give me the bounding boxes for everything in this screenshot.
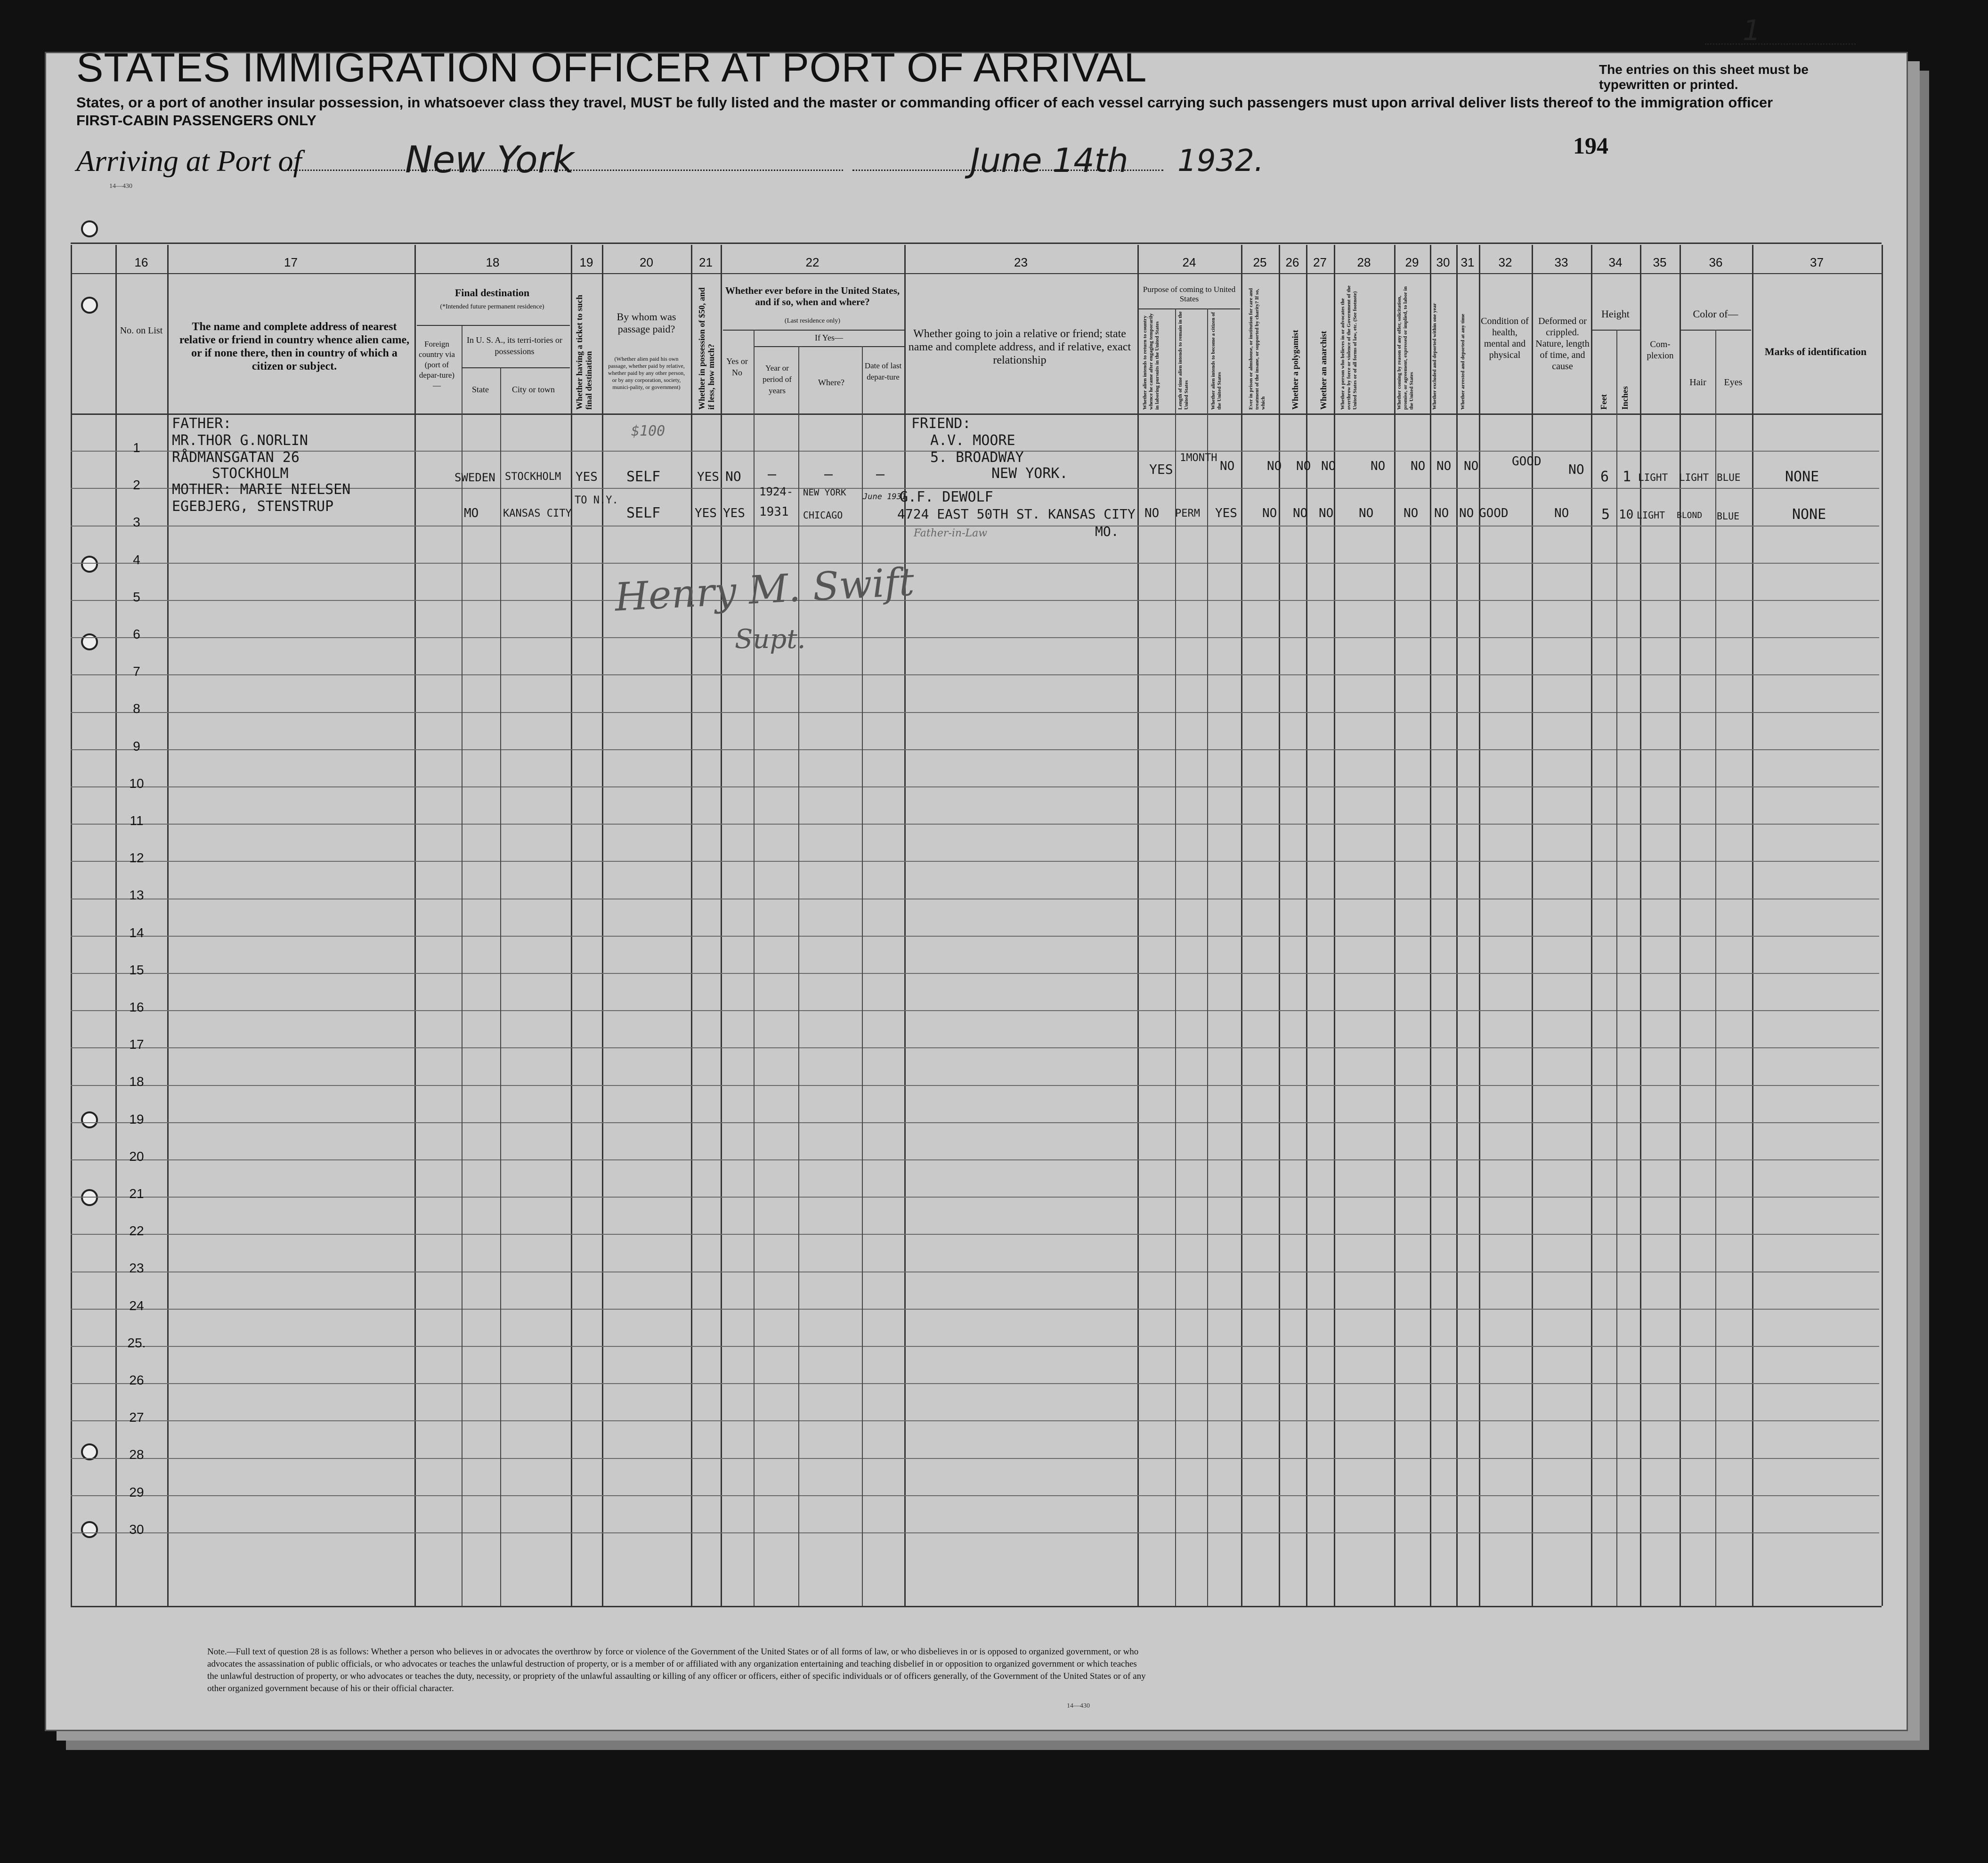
row-number: 21 — [129, 1186, 144, 1201]
header-where: Where? — [818, 378, 844, 387]
header-hair: Hair — [1689, 377, 1706, 388]
header-passage-paid-sub: (Whether alien paid his own passage, whether paid by relative, whether paid by any other person, or by any corporation, society, munici-pality, or government) — [608, 356, 685, 390]
column-number: 22 — [805, 255, 820, 269]
row-number: 27 — [129, 1410, 144, 1425]
punch-hole — [81, 1521, 98, 1538]
row-number: 23 — [129, 1261, 144, 1276]
row1-before: NO — [725, 469, 741, 484]
column-number: 30 — [1436, 255, 1450, 269]
row2-money: YES — [695, 506, 717, 520]
row-number: 13 — [129, 888, 144, 903]
row-number: 18 — [129, 1074, 144, 1089]
punch-hole — [81, 556, 98, 573]
row1-q29: NO — [1411, 459, 1426, 473]
column-number: 35 — [1653, 255, 1667, 269]
row2-purpose: NO — [1144, 506, 1160, 520]
header-before-in-us: Whether ever before in the United States, and if so, when and where? — [725, 285, 900, 308]
row-number: 6 — [133, 627, 140, 641]
row-number: 9 — [133, 738, 140, 753]
row2-year-1: 1924- — [759, 485, 794, 498]
row2-q27: NO — [1319, 506, 1334, 520]
column-number: 32 — [1498, 255, 1512, 269]
row2-join-line3: MO. — [1095, 524, 1119, 539]
row2-state: MO — [464, 506, 479, 520]
punch-hole — [81, 1111, 98, 1128]
row-line — [71, 1383, 1879, 1384]
row1-join-line2: A.V. MOORE — [930, 432, 1015, 449]
table-top-border — [71, 243, 1882, 244]
header-final-destination: Final destination — [454, 287, 530, 299]
row1-money: YES — [697, 470, 719, 484]
column-line — [1430, 245, 1431, 1606]
row1-deformed: NO — [1568, 462, 1584, 477]
row-number: 1 — [133, 440, 140, 455]
header-relative: The name and complete address of nearest relative or friend in country whence alien came, or if none there, then in country of which a citizen or subject. — [179, 321, 410, 373]
header-health: Condition of health, mental and physical — [1481, 316, 1529, 360]
column-line — [1279, 245, 1280, 1606]
row1-length: 1MONTH — [1180, 452, 1217, 464]
row1-join-line4: NEW YORK. — [991, 465, 1068, 482]
row1-city: STOCKHOLM — [505, 471, 561, 483]
row2-deformed: NO — [1554, 506, 1569, 520]
header-purpose: Purpose of coming to United States — [1143, 285, 1236, 303]
row-number: 24 — [129, 1298, 144, 1313]
column-number: 21 — [699, 255, 713, 269]
subcol-line — [500, 367, 501, 414]
row2-health: GOOD — [1479, 506, 1509, 520]
row-line — [71, 1159, 1879, 1160]
row-line — [71, 936, 1879, 937]
row1-eyes: BLUE — [1717, 472, 1741, 483]
row1-q31: NO — [1464, 459, 1479, 473]
header-complexion: Com-plexion — [1647, 340, 1674, 361]
punch-hole — [81, 220, 98, 237]
table-bottom-border — [71, 1606, 1882, 1607]
column-line — [691, 245, 692, 1606]
header-polygamist: Whether a polygamist — [1290, 330, 1300, 410]
date-handwritten: June 14th — [970, 141, 1128, 180]
header-q28: Whether a person who believes in or advocates the overthrow by force or violence of the Government of the United States or of all forms of law, etc. (See footnote) — [1340, 285, 1358, 410]
header-height: Height — [1601, 308, 1630, 320]
row-line — [71, 1346, 1879, 1347]
row1-purpose: YES — [1149, 462, 1173, 477]
header-q29: Whether coming by reason of any offer, solicitation, promise, or agreement, expressed or implied, to labor in the United States — [1396, 286, 1414, 410]
punch-hole — [81, 297, 98, 314]
header-deformed: Deformed or crippled. Nature, length of time, and cause — [1535, 316, 1590, 372]
row1-year: — — [768, 466, 777, 483]
row-line — [71, 637, 1879, 638]
header-marks: Marks of identification — [1764, 346, 1867, 357]
row-line — [71, 861, 1879, 862]
header-city: City or town — [511, 385, 555, 394]
row-line — [71, 712, 1879, 713]
header-before-sub: (Last residence only) — [784, 317, 841, 324]
column-number: 31 — [1461, 255, 1475, 269]
row1-q26: NO — [1296, 459, 1311, 473]
row1-money-note: $100 — [631, 423, 665, 439]
row-line — [71, 1085, 1879, 1086]
header-passage-paid: By whom was passage paid? — [617, 311, 676, 335]
body-subcol-line — [1616, 413, 1617, 1606]
punch-hole — [81, 633, 98, 650]
row2-inches: 10 — [1619, 508, 1634, 522]
row2-where-2: CHICAGO — [803, 510, 843, 521]
subcol-line — [1175, 308, 1176, 414]
row2-citizen: YES — [1215, 506, 1237, 520]
row-number: 22 — [129, 1223, 144, 1239]
row-number: 15 — [129, 962, 144, 977]
column-line — [1882, 245, 1883, 1606]
row-number: 30 — [129, 1522, 144, 1537]
row-line — [71, 749, 1879, 750]
row-number: 14 — [129, 925, 144, 940]
column-number: 26 — [1285, 255, 1299, 269]
header-ticket: Whether having a ticket to such final destination — [575, 294, 593, 410]
list-underline — [1705, 43, 1856, 45]
header-eyes: Eyes — [1724, 377, 1743, 388]
row-line — [71, 1495, 1879, 1496]
officer-title: Supt. — [735, 624, 806, 655]
subcol-line — [1207, 308, 1208, 414]
row2-relative-line1: MOTHER: MARIE NIELSEN — [172, 481, 351, 498]
header-join-relative: Whether going to join a relative or friend; state name and complete address, and if relative, exact relationship — [908, 328, 1131, 366]
colnum-border — [71, 273, 1882, 274]
header-no-on-list: No. on List — [120, 325, 163, 336]
row2-length: PERM — [1175, 508, 1200, 519]
row2-before: YES — [723, 506, 745, 520]
column-line — [721, 245, 722, 1606]
header-state: State — [472, 385, 489, 394]
row-line — [71, 1234, 1879, 1235]
row1-ticket: YES — [576, 470, 598, 484]
header-purpose-length: Length of time alien intends to remain in the United States — [1177, 311, 1189, 410]
port-handwritten: New York — [405, 139, 574, 181]
row1-join-line3: 5. BROADWAY — [930, 449, 1024, 466]
column-line — [1479, 245, 1480, 1606]
row-line — [71, 1122, 1879, 1123]
header-foreign-country: Foreign country via (port of depar-ture)— — [419, 340, 455, 390]
footnote-form-number: 14—430 — [1067, 1702, 1090, 1709]
row1-citizen: NO — [1220, 459, 1235, 473]
column-number: 29 — [1405, 255, 1419, 269]
row1-paid: SELF — [626, 469, 661, 485]
subcol-line — [754, 330, 755, 414]
header-inches: Inches — [1620, 386, 1630, 410]
header-yes-no: Yes or No — [726, 356, 748, 377]
column-line — [1241, 245, 1242, 1606]
row2-q28: NO — [1359, 506, 1374, 520]
list-label: List — [1648, 24, 1684, 50]
row2-complexion: LIGHT — [1637, 510, 1665, 521]
row-line — [71, 1010, 1879, 1011]
subcol-line — [1616, 330, 1617, 414]
row-number: 20 — [129, 1149, 144, 1164]
row1-where: — — [824, 466, 833, 483]
column-number: 37 — [1810, 255, 1824, 269]
row1-state: SWEDEN — [454, 471, 495, 484]
column-line — [1306, 245, 1307, 1606]
subcol-line — [862, 346, 863, 414]
row1-relative-line4: STOCKHOLM — [212, 465, 289, 482]
column-line — [414, 245, 416, 1606]
row2-relative-line2: EGEBJERG, STENSTRUP — [172, 498, 334, 515]
row1-q28: NO — [1371, 459, 1386, 473]
column-number: 16 — [134, 255, 148, 269]
row1-relative-line2: MR.THOR G.NORLIN — [172, 432, 308, 449]
row1-q27: NO — [1321, 459, 1336, 473]
row1-date: — — [876, 466, 885, 483]
row1-feet: 6 — [1600, 469, 1609, 485]
column-line — [1456, 245, 1458, 1606]
header-color-of: Color of— — [1693, 308, 1738, 320]
row-line — [71, 1309, 1879, 1310]
column-number: 17 — [284, 255, 298, 269]
body-subcol-line — [1175, 413, 1176, 1606]
header-q31: Whether arrested and deported at any time — [1460, 314, 1466, 410]
column-number: 24 — [1182, 255, 1196, 269]
column-number: 20 — [640, 255, 653, 269]
header-q30: Whether excluded and deported within one year — [1432, 303, 1437, 410]
row-number: 3 — [133, 515, 140, 530]
subheader-line — [1139, 308, 1240, 309]
row2-q29: NO — [1404, 506, 1419, 520]
row-line — [71, 1420, 1879, 1421]
list-number: 1 — [1743, 14, 1761, 47]
column-number: 23 — [1014, 255, 1028, 269]
row1-health: GOOD — [1512, 454, 1542, 469]
row-number: 8 — [133, 701, 140, 716]
row1-complexion: LIGHT — [1638, 472, 1668, 483]
row-line — [71, 824, 1879, 825]
column-line — [1680, 245, 1681, 1606]
officer-signature: Henry M. Swift — [613, 559, 916, 620]
column-line — [1640, 245, 1641, 1606]
row-number: 4 — [133, 552, 140, 567]
header-year-period: Year or period of years — [763, 364, 792, 395]
row2-join-line2: 4724 EAST 50TH ST. KANSAS CITY — [897, 506, 1136, 522]
header-in-usa: In U. S. A., its terri-tories or possessions — [467, 335, 562, 356]
subheader-line — [723, 330, 904, 331]
sheet-number: 194 — [1573, 132, 1608, 159]
header-anarchist: Whether an anarchist — [1319, 331, 1328, 410]
subheader-line — [417, 325, 570, 326]
column-number: 25 — [1253, 255, 1267, 269]
header-final-destination-sub: (*Intended future permanent residence) — [440, 303, 544, 310]
year-handwritten: 1932. — [1177, 144, 1264, 178]
row1-hair: LIGHT — [1679, 472, 1709, 483]
row-line — [71, 1047, 1879, 1048]
row-number: 25. — [127, 1335, 146, 1350]
subheader-line — [462, 367, 570, 368]
row2-hair: BLOND — [1677, 510, 1703, 520]
row-number: 17 — [129, 1037, 144, 1052]
column-line — [71, 245, 72, 1606]
header-if-yes: If Yes— — [814, 333, 843, 342]
row2-q26: NO — [1293, 506, 1308, 520]
cabin-class: FIRST-CABIN PASSENGERS ONLY — [76, 112, 316, 129]
row2-q30: NO — [1434, 506, 1449, 520]
row-line — [71, 600, 1879, 601]
row-number: 5 — [133, 589, 140, 604]
row-number: 2 — [133, 478, 140, 493]
row-number: 28 — [129, 1447, 144, 1462]
row-number: 29 — [129, 1484, 144, 1499]
row1-q25: NO — [1267, 459, 1282, 473]
footnote: Note.—Full text of question 28 is as follows: Whether a person who believes in or advocates the overthrow by force or violence of the Government of the United States or of all forms of law, or who disbelieves in or is opposed to organized government, or who advocates the assassination of public officials, or who advocates or teaches the unlawful destruction of property, or is a member of or affiliated with any organization entertaining and teaching disbelief in or opposition to organized government or which teaches the unlawful destruction of property, or who advocates or teaches the duty, necessity, or propriety of the unlawful assaulting or killing of any officer or officers, either of specific individuals or of officers generally, of the Government of the United States or of any other organized government because of his or their official character. — [207, 1647, 1146, 1693]
row2-join-note: Father-in-Law — [914, 527, 988, 539]
row-number: 10 — [129, 776, 144, 791]
row-number: 11 — [130, 813, 144, 828]
header-purpose-citizen: Whether alien intends to become a citizen of the United States — [1210, 312, 1222, 410]
header-date-departure: Date of last depar-ture — [864, 361, 902, 381]
header-fifty-dollars: Whether in possession of $50, and if less, how much? — [697, 287, 716, 410]
row-number: 12 — [129, 850, 144, 866]
column-line — [1752, 245, 1753, 1606]
typed-note: The entries on this sheet must be typewritten or printed. — [1599, 62, 1809, 92]
row2-where-1: NEW YORK — [803, 487, 846, 498]
row1-join-line1: FRIEND: — [911, 415, 971, 432]
subheader-line — [1591, 330, 1640, 331]
row2-q31: NO — [1459, 506, 1474, 520]
column-number: 18 — [486, 255, 500, 269]
row2-feet: 5 — [1601, 506, 1610, 523]
column-number: 36 — [1709, 255, 1723, 269]
subcol-line — [462, 325, 463, 414]
header-purpose-return: Whether alien intends to return to country whence he came after engaging temporarily in laboring pursuits in the United States — [1142, 313, 1160, 410]
row1-relative-line1: FATHER: — [172, 415, 232, 432]
row-line — [71, 1197, 1879, 1198]
page-title: STATES IMMIGRATION OFFICER AT PORT OF ARRIVAL — [76, 45, 1147, 90]
row-line — [71, 973, 1879, 974]
column-number: 28 — [1357, 255, 1371, 269]
row1-marks: NONE — [1785, 469, 1819, 485]
header-prison: Ever in prison or almshouse, or institution for care and treatment of the insane, or supported by charity? If so, which — [1248, 288, 1266, 410]
column-line — [1532, 245, 1533, 1606]
column-line — [602, 245, 603, 1606]
body-subcol-line — [500, 413, 501, 1606]
row2-q25: NO — [1262, 506, 1277, 520]
column-number: 19 — [579, 255, 593, 269]
row-line — [71, 1458, 1879, 1459]
subcol-line — [1715, 330, 1716, 414]
row-number: 7 — [133, 664, 140, 679]
subcol-line — [798, 346, 799, 414]
row-line — [71, 1532, 1879, 1533]
row-number: 26 — [129, 1373, 144, 1387]
row2-city: KANSAS CITY — [503, 508, 572, 519]
column-line — [1334, 245, 1335, 1606]
row2-year-2: 1931 — [759, 505, 789, 519]
row2-marks: NONE — [1792, 506, 1826, 523]
row1-inches: 1 — [1623, 469, 1631, 485]
column-line — [904, 245, 906, 1606]
row1-relative-line3: RÅDMANSGATAN 26 — [172, 449, 300, 466]
column-number: 34 — [1608, 255, 1623, 269]
body-subcol-line — [1715, 413, 1716, 1606]
column-line — [1591, 245, 1592, 1606]
form-number: 14—430 — [109, 183, 132, 190]
row2-paid: SELF — [626, 505, 661, 521]
row1-q30: NO — [1436, 459, 1452, 473]
column-line — [167, 245, 169, 1606]
header-feet: Feet — [1599, 394, 1608, 410]
subheader-line — [754, 346, 904, 347]
column-number: 27 — [1313, 255, 1327, 269]
column-number: 33 — [1554, 255, 1568, 269]
row2-date: June 1931 — [863, 492, 907, 502]
row-line — [71, 786, 1879, 787]
column-line — [1394, 245, 1396, 1606]
row-number: 16 — [129, 1000, 144, 1014]
column-line — [571, 245, 572, 1606]
row-line — [71, 674, 1879, 675]
instructions: States, or a port of another insular possession, in whatsoever class they travel, MUST be fully listed and the master or commanding officer of each vessel carrying such passengers must upon arrival deliver lists thereof to the immigration officer — [76, 94, 1773, 111]
header-bottom-border — [71, 413, 1882, 415]
column-line — [1137, 245, 1139, 1606]
row2-ticket: TO N.Y. — [575, 494, 618, 506]
body-subcol-line — [462, 413, 463, 1606]
row2-join-line1: G.F. DEWOLF — [900, 489, 993, 505]
row2-eyes: BLUE — [1717, 510, 1740, 522]
body-subcol-line — [1207, 413, 1208, 1606]
arriving-label: Arriving at Port of — [76, 144, 302, 178]
row-number: 19 — [129, 1111, 144, 1126]
manifest-sheet — [45, 52, 1908, 1731]
row-line — [71, 563, 1879, 564]
